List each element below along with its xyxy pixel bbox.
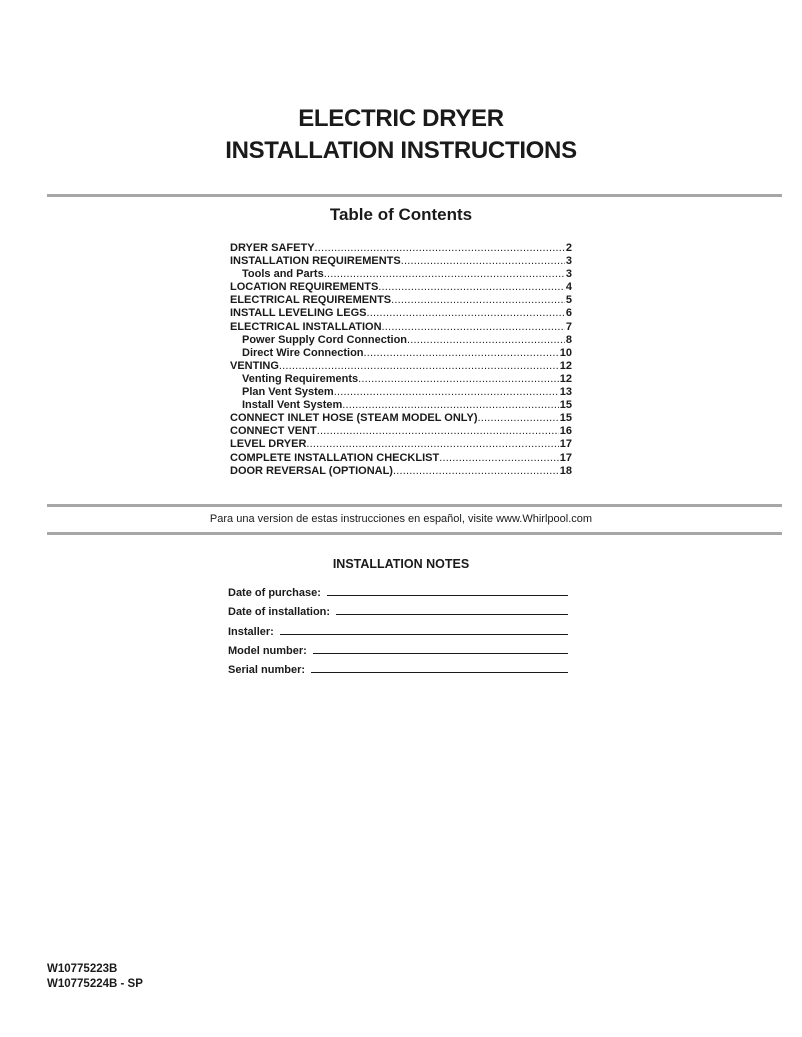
toc-entry[interactable] (230, 255, 572, 268)
toc-dot-leader (367, 307, 565, 320)
installation-note-blank-line[interactable] (311, 672, 568, 673)
toc-dot-leader (334, 386, 559, 399)
toc-entry-label: LEVEL DRYER (230, 438, 307, 451)
toc-entry-label: INSTALL LEVELING LEGS (230, 307, 367, 320)
toc-entry-page: 12 (559, 372, 572, 385)
toc-entry-page: 3 (565, 268, 572, 281)
installation-note-field (228, 618, 568, 637)
toc-entry[interactable] (230, 242, 572, 255)
doc-number-english: W10775223B (47, 963, 118, 975)
toc-dot-leader (393, 465, 559, 478)
toc-entry-label: Power Supply Cord Connection (242, 333, 408, 346)
toc-entry-page: 7 (565, 320, 572, 333)
toc-entry-label: Install Vent System (242, 399, 343, 412)
toc-dot-leader (364, 347, 559, 360)
installation-note-blank-line[interactable] (336, 614, 568, 615)
doc-number-spanish: W10775224B - SP (47, 978, 143, 990)
toc-entry[interactable] (230, 373, 572, 386)
toc-dot-leader (279, 360, 559, 373)
spanish-version-note: Para una version de estas instrucciones en español, visite www.Whirlpool.com (209, 513, 593, 525)
toc-dot-leader (317, 425, 559, 438)
installation-notes-form (228, 580, 568, 676)
toc-entry-label: DOOR REVERSAL (OPTIONAL) (230, 464, 393, 477)
document-numbers (47, 962, 143, 992)
toc-entry[interactable] (230, 307, 572, 320)
installation-note-label: Date of purchase: (228, 587, 321, 600)
toc-dot-leader (358, 373, 559, 386)
toc-dot-leader (401, 255, 565, 268)
installation-note-blank-line[interactable] (280, 634, 568, 635)
toc-entry-label: ELECTRICAL REQUIREMENTS (230, 294, 392, 307)
toc-entry-page: 5 (565, 294, 572, 307)
toc-entry-label: VENTING (230, 359, 279, 372)
toc-entry-label: Plan Vent System (242, 386, 334, 399)
toc-entry[interactable] (230, 321, 572, 334)
title-line-1: ELECTRIC DRYER (298, 105, 504, 132)
toc-entry-page: 13 (559, 386, 572, 399)
document-title (0, 103, 802, 167)
installation-note-field (228, 599, 568, 618)
toc-entry-page: 4 (565, 281, 572, 294)
toc-entry[interactable] (230, 294, 572, 307)
installation-note-label: Model number: (228, 644, 307, 657)
toc-dot-leader (378, 281, 565, 294)
toc-entry-label: CONNECT VENT (230, 425, 317, 438)
toc-entry-page: 15 (559, 399, 572, 412)
toc-dot-leader (342, 399, 558, 412)
toc-entry[interactable] (230, 334, 572, 347)
toc-dot-leader (407, 334, 565, 347)
toc-entry-label: Tools and Parts (242, 268, 324, 281)
toc-dot-leader (478, 412, 559, 425)
toc-entry[interactable] (230, 281, 572, 294)
installation-note-label: Date of installation: (228, 606, 331, 619)
toc-entry-page: 8 (565, 333, 572, 346)
toc-entry-label: Venting Requirements (242, 372, 359, 385)
title-line-2: INSTALLATION INSTRUCTIONS (225, 137, 577, 164)
toc-entry[interactable] (230, 425, 572, 438)
toc-entry-page: 10 (559, 346, 572, 359)
toc-entry-page: 15 (559, 412, 572, 425)
toc-entry[interactable] (230, 399, 572, 412)
toc-entry-page: 17 (559, 451, 572, 464)
toc-dot-leader (382, 321, 565, 334)
toc-dot-leader (315, 242, 565, 255)
toc-dot-leader (306, 438, 558, 451)
toc-entry-label: DRYER SAFETY (230, 242, 315, 254)
installation-note-label: Installer: (228, 625, 274, 638)
divider-top (47, 194, 782, 197)
toc-dot-leader (391, 294, 565, 307)
toc-entry-page: 16 (559, 425, 572, 438)
toc-entry-label: CONNECT INLET HOSE (STEAM MODEL ONLY) (230, 412, 478, 425)
toc-entry-page: 3 (565, 255, 572, 268)
toc-entry-label: COMPLETE INSTALLATION CHECKLIST (230, 451, 440, 464)
installation-note-field (228, 638, 568, 657)
toc-entry[interactable] (230, 412, 572, 425)
toc-entry-page: 12 (559, 359, 572, 372)
toc-entry-page: 2 (565, 242, 572, 254)
toc-dot-leader (324, 268, 565, 281)
toc-entry-page: 6 (565, 307, 572, 320)
toc-entry[interactable] (230, 386, 572, 399)
toc-entry-label: LOCATION REQUIREMENTS (230, 281, 379, 294)
toc-entry-label: Direct Wire Connection (242, 346, 364, 359)
divider-middle-upper (47, 504, 782, 507)
toc-entry[interactable] (230, 465, 572, 478)
installation-note-blank-line[interactable] (313, 653, 568, 654)
installation-note-field (228, 580, 568, 599)
toc-entry[interactable] (230, 347, 572, 360)
toc-entry-page: 17 (559, 438, 572, 451)
installation-note-field (228, 657, 568, 676)
toc-dot-leader (439, 452, 559, 465)
table-of-contents (230, 242, 572, 478)
installation-note-blank-line[interactable] (327, 595, 568, 596)
toc-entry-label: ELECTRICAL INSTALLATION (230, 320, 382, 333)
divider-middle-lower (47, 532, 782, 535)
toc-entry[interactable] (230, 438, 572, 451)
toc-entry-page: 18 (559, 464, 572, 477)
toc-entry-label: INSTALLATION REQUIREMENTS (230, 255, 401, 268)
installation-note-label: Serial number: (228, 663, 306, 676)
toc-entry[interactable] (230, 268, 572, 281)
toc-heading: Table of Contents (329, 205, 473, 224)
installation-notes-heading: INSTALLATION NOTES (332, 557, 470, 571)
toc-entry[interactable] (230, 360, 572, 373)
toc-entry[interactable] (230, 452, 572, 465)
